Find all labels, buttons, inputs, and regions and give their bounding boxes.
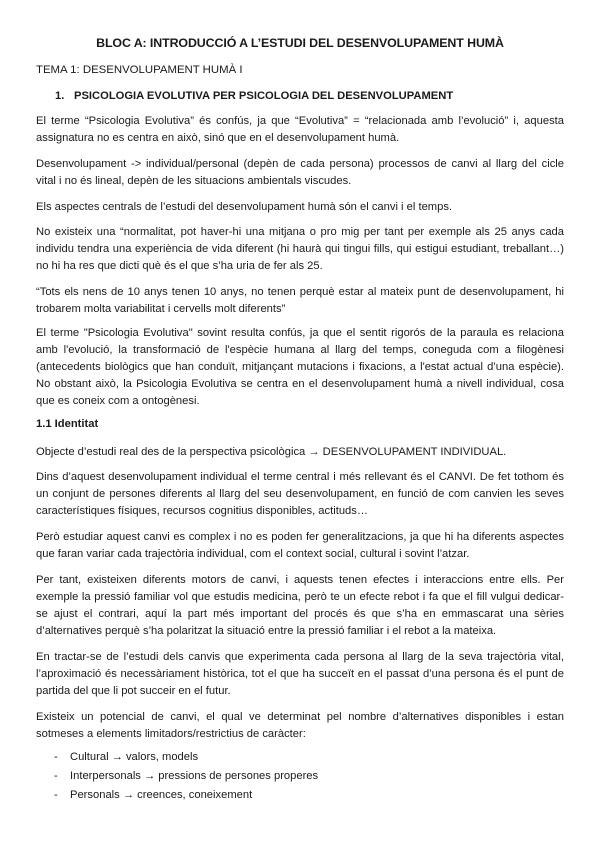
section-title: PSICOLOGIA EVOLUTIVA PER PSICOLOGIA DEL DESENVOLUPAMENT <box>74 90 454 102</box>
list-item <box>36 748 318 767</box>
list-item-text: Cultural → valors, models <box>70 751 199 763</box>
bullet-dash: - <box>54 751 58 763</box>
paragraph: Per tant, existeixen diferents motors de canvi, i aquests tenen efectes i interaccions entre ells. Per exemple la pressió familiar vol que estudis medicina, però te un efecte rebot i fa que el fill vulgui dedicar-se ajust el contrari, aquí la part més important del procés és que s’ha en emmascarat una sèries d’alternatives perquè s’ha polaritzat la situació entre la pressió familiar i el rebot a la mateixa. <box>36 574 564 637</box>
bullet-dash: - <box>54 789 58 801</box>
paragraph: No existeix una “normalitat, pot haver-hi una mitjana o pro mig per tant per exemple als 25 anys cada individu tendra una experiència de vida diferent (hi haurà qui tingui fills, qui estigui estudiant, treballant…) no hi ha res que dicti què és el que s’ha uria de fer als 25. <box>36 226 564 272</box>
paragraph: El terme "Psicologia Evolutiva" sovint resulta confús, ja que el sentit rigorós de la paraula es relaciona amb l'evolució, la transformació de l'espècie humana al llarg del temps, coneguda com a filogènesi (antecedents biològics que han conduït, mitjançant mutacions i fixacions, a l'estat actual d’una espècie). No obstant això, la Psicologia Evolutiva se centra en el desenvolupament humà a nivell individual, cosa que es coneix com a ontogènesi. <box>36 327 564 407</box>
list-item <box>36 767 318 786</box>
list-item-text: Personals → creences, coneixement <box>70 789 253 801</box>
quote-paragraph: “Tots els nens de 10 anys tenen 10 anys, no tenen perquè estar al mateix punt de desenvolupament, hi trobarem molta variabilitat i cervells molt diferents” <box>36 286 564 315</box>
paragraph: Existeix un potencial de canvi, el qual ve determinat pel nombre d’alternatives disponibles i estan sotmeses a elements limitadors/restrictius de caràcter: <box>36 711 564 740</box>
section-heading-1 <box>55 90 453 102</box>
subsection-heading: 1.1 Identitat <box>36 418 99 430</box>
list-item-text: Interpersonals → pressions de persones properes <box>70 770 319 782</box>
paragraph: Però estudiar aquest canvi es complex i no es poden fer generalitzacions, ja que hi ha diferents aspectes que faran variar cada trajectòria individual, com el context social, cultural i sovint l’atzar. <box>36 531 564 560</box>
paragraph: Objecte d’estudi real des de la perspectiva psicològica → DESENVOLUPAMENT INDIVIDUAL. <box>36 446 507 458</box>
paragraph: El terme “Psicologia Evolutiva” és confús, ja que “Evolutiva” = “relacionada amb l’evolució” i, aquesta assignatura no es centra en això, sinó que en el desenvolupament humà. <box>36 115 564 144</box>
topic-heading: TEMA 1: DESENVOLUPAMENT HUMÀ I <box>36 64 243 76</box>
list-item <box>36 786 318 805</box>
paragraph: Els aspectes centrals de l’estudi del desenvolupament humà són el canvi i el temps. <box>36 201 453 213</box>
paragraph: Desenvolupament -> individual/personal (depèn de cada persona) processos de canvi al llarg del cicle vital i no és lineal, depèn de les situacions ambientals viscudes. <box>36 158 564 187</box>
section-number: 1. <box>55 90 65 102</box>
document-title: BLOC A: INTRODUCCIÓ A L’ESTUDI DEL DESENVOLUPAMENT HUMÀ <box>96 36 504 50</box>
paragraph: En tractar-se de l’estudi dels canvis que experimenta cada persona al llarg de la seva trajectòria vital, l’aproximació és necessàriament històrica, tot el que ha succeït en el passat d’una persona és el punt de partida del que li pot succeir en el futur. <box>36 651 564 697</box>
paragraph: Dins d’aquest desenvolupament individual el terme central i més rellevant és el CANVI. De fet tothom és un conjunt de persones diferents al llarg del seu desenvolupament, en funció de com canvien les seves característiques físiques, recursos cognitius disponibles, actituds… <box>36 471 564 517</box>
bullet-dash: - <box>54 770 58 782</box>
constraint-list <box>36 748 318 805</box>
